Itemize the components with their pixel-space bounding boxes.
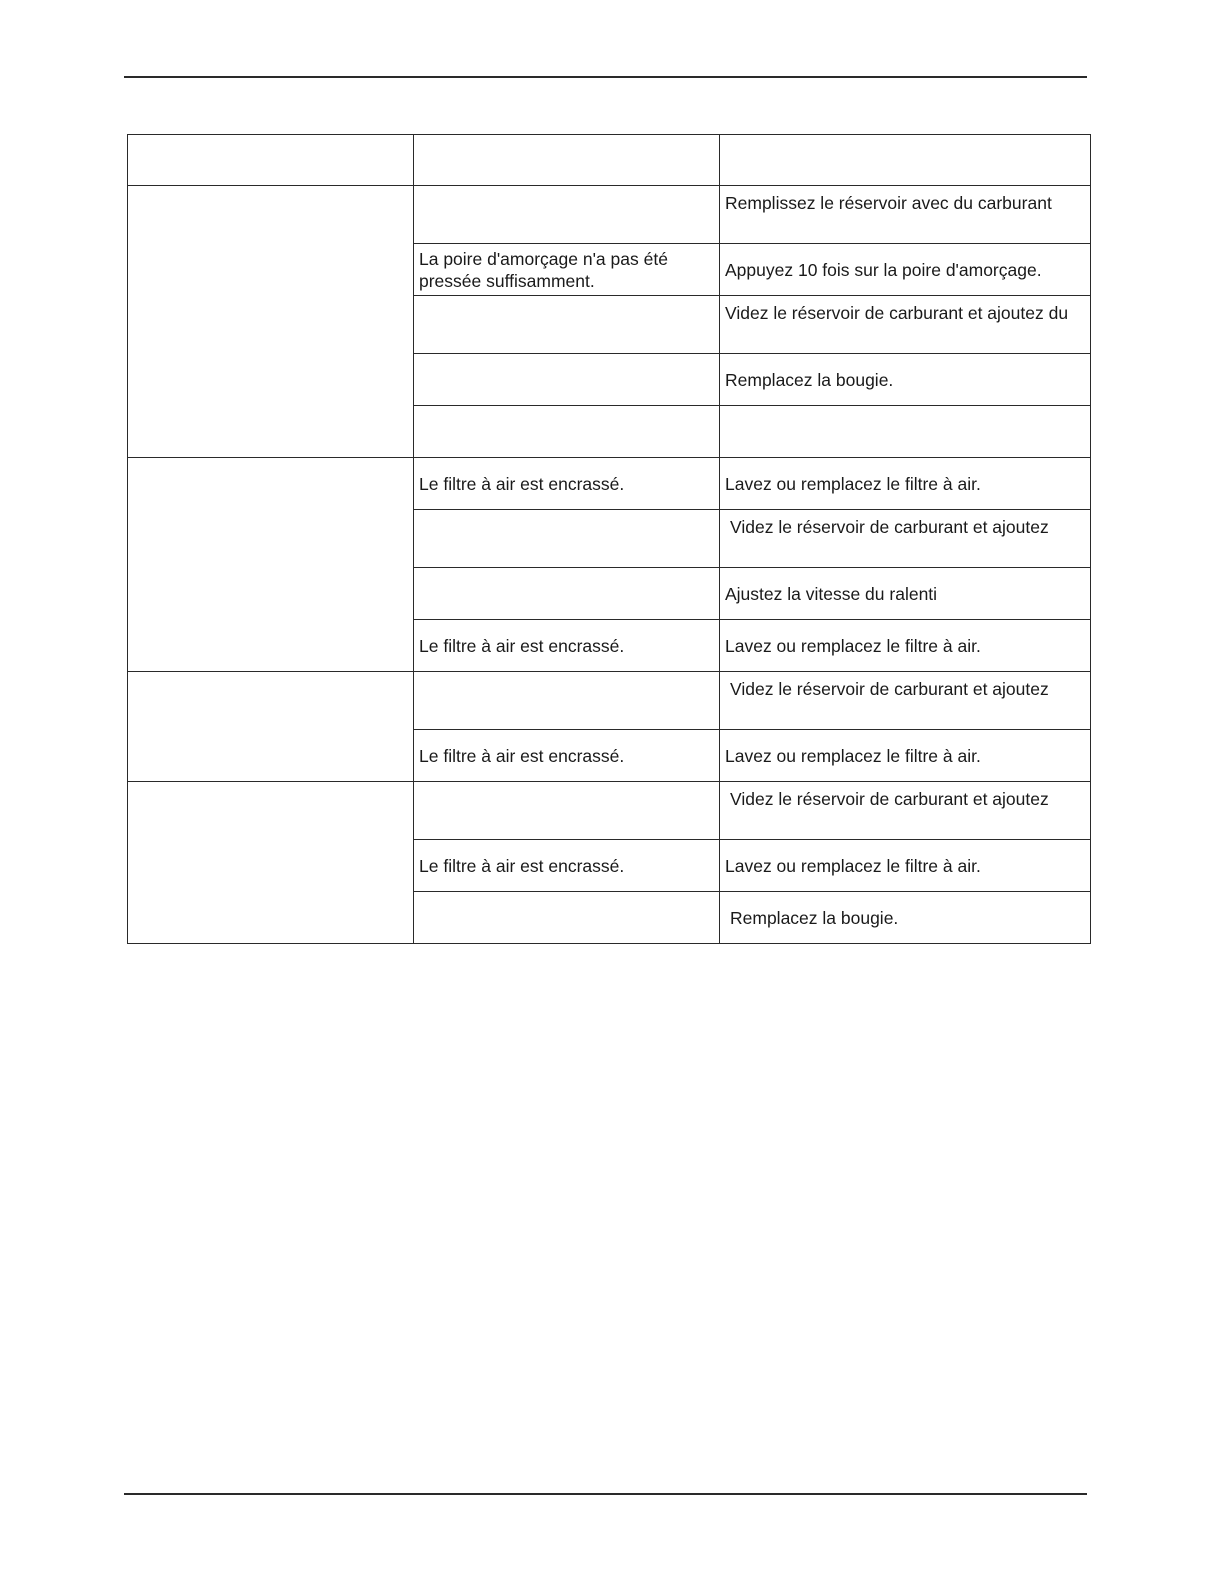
solution-cell: Remplacez la bougie. [720, 354, 1091, 406]
table-row [128, 672, 1091, 730]
solution-cell: Remplacez la bougie. [720, 892, 1091, 944]
cause-cell [414, 296, 720, 354]
solution-cell: Lavez ou remplacez le filtre à air. [720, 620, 1091, 672]
solution-cell: Videz le réservoir de carburant et ajoutez [720, 782, 1091, 840]
symptom-cell [128, 672, 414, 782]
footer-rule [124, 1493, 1087, 1495]
cause-cell: La poire d'amorçage n'a pas été pressée suffisamment. [414, 244, 720, 296]
cause-cell [414, 406, 720, 458]
solution-cell: Appuyez 10 fois sur la poire d'amorçage. [720, 244, 1091, 296]
solution-cell: Videz le réservoir de carburant et ajoutez [720, 672, 1091, 730]
header-cell-problem [128, 135, 414, 186]
solution-cell: Lavez ou remplacez le filtre à air. [720, 730, 1091, 782]
cause-cell: Le filtre à air est encrassé. [414, 730, 720, 782]
symptom-cell [128, 782, 414, 944]
solution-cell: Videz le réservoir de carburant et ajoutez [720, 510, 1091, 568]
header-cell-solution [720, 135, 1091, 186]
table-row [128, 458, 1091, 510]
header-cell-cause [414, 135, 720, 186]
header-rule [124, 76, 1087, 78]
cause-cell [414, 568, 720, 620]
table-row [128, 186, 1091, 244]
cause-cell: Le filtre à air est encrassé. [414, 458, 720, 510]
troubleshooting-table [127, 134, 1090, 944]
table-header-row [128, 135, 1091, 186]
solution-cell: Videz le réservoir de carburant et ajoutez du [720, 296, 1091, 354]
cause-cell: Le filtre à air est encrassé. [414, 620, 720, 672]
cause-cell: Le filtre à air est encrassé. [414, 840, 720, 892]
cause-cell [414, 354, 720, 406]
table-row [128, 782, 1091, 840]
cause-cell [414, 186, 720, 244]
solution-cell [720, 406, 1091, 458]
symptom-cell [128, 458, 414, 672]
cause-cell [414, 672, 720, 730]
symptom-cell [128, 186, 414, 458]
solution-cell: Lavez ou remplacez le filtre à air. [720, 458, 1091, 510]
solution-cell: Lavez ou remplacez le filtre à air. [720, 840, 1091, 892]
solution-cell: Remplissez le réservoir avec du carburant [720, 186, 1091, 244]
cause-cell [414, 892, 720, 944]
cause-cell [414, 782, 720, 840]
cause-cell [414, 510, 720, 568]
solution-cell: Ajustez la vitesse du ralenti [720, 568, 1091, 620]
